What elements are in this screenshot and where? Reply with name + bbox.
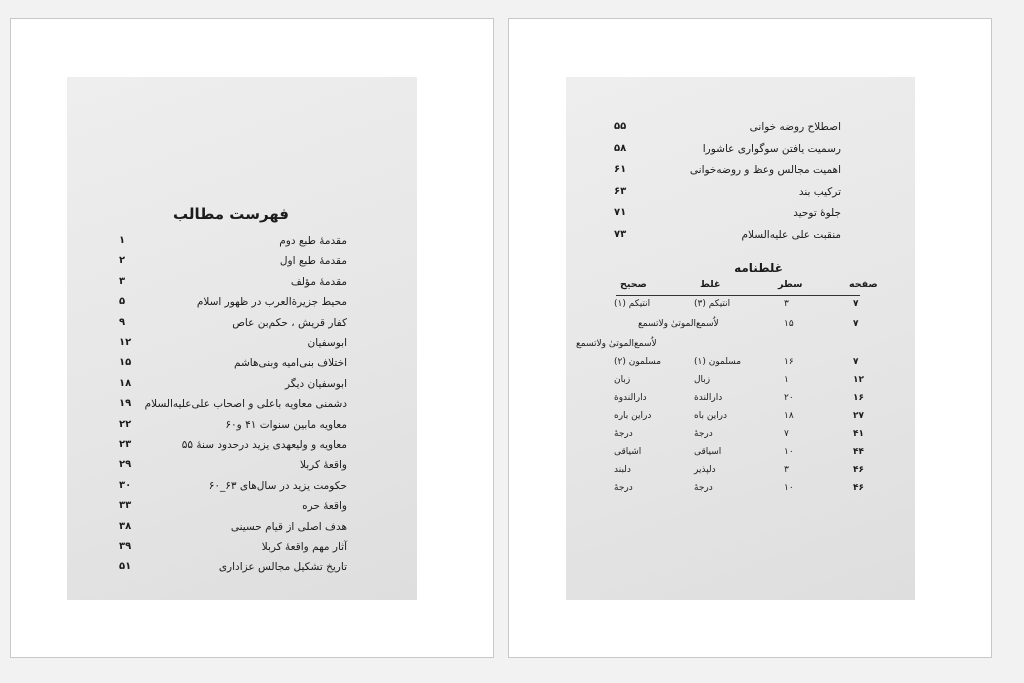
errata-header-line: سطر	[778, 279, 803, 290]
toc-entry-title: مقدمهٔ مؤلف	[290, 275, 347, 288]
toc-entry-title: واقعهٔ حره	[302, 500, 347, 513]
toc-entry-page: ۳	[119, 275, 126, 287]
errata-wrong: مسلمون (۱)	[694, 357, 742, 367]
toc-entry	[67, 296, 417, 316]
errata-page: ۷	[853, 299, 859, 309]
errata-correct: مسلمون (۲)	[614, 357, 662, 367]
toc-entry	[566, 229, 915, 249]
errata-row	[566, 299, 915, 317]
toc-title: فهرست مطالب	[173, 205, 289, 223]
toc-entry-page: ۱۲	[119, 337, 132, 348]
toc-entry-page: ۷۳	[614, 228, 627, 240]
errata-line-number: ۱۰	[784, 483, 794, 493]
errata-wide-text: لاُسمع‌الموتیٰ ولاتسمع	[638, 319, 719, 329]
toc-entry-page: ۵۵	[614, 121, 627, 132]
errata-line-number: ۱	[784, 375, 789, 385]
errata-wrong: اسیاقی	[694, 447, 722, 457]
toc-entry	[67, 480, 417, 500]
toc-entry	[67, 337, 417, 357]
toc-entry	[67, 439, 417, 459]
errata-line-number: ۳	[784, 299, 789, 309]
toc-entry-title: رسمیت یافتن سوگواری عاشورا	[702, 142, 841, 155]
errata-correct: دراین باره	[614, 411, 652, 421]
errata-wrong: درجهٔ	[694, 429, 713, 439]
errata-row	[566, 319, 915, 337]
toc-entry-title: حکومت یزید در سال‌های ۶۳_۶۰	[208, 479, 347, 492]
toc-entry	[566, 121, 915, 141]
errata-wrong: دراین باه	[694, 411, 728, 421]
toc-entry-title: ابوسفیان دیگر	[285, 377, 347, 390]
toc-entry	[67, 398, 417, 418]
errata-line-number: ۱۶	[784, 357, 794, 367]
toc-entry	[67, 561, 417, 581]
errata-correct: انتیکم (۱)	[614, 299, 651, 309]
errata-page: ۱۲	[853, 375, 864, 385]
toc-entry	[67, 235, 417, 255]
toc-entry-title: منقبت علی علیه‌السلام	[741, 228, 841, 241]
errata-wrong: زبال	[694, 375, 711, 385]
toc-entry	[566, 186, 915, 206]
errata-line-number: ۲۰	[784, 393, 794, 403]
errata-line-number: ۱۰	[784, 447, 794, 457]
toc-entry-title: اهمیت مجالس وعظ و روضه‌خوانی	[689, 164, 841, 176]
toc-entry-title: اختلاف بنی‌امیه وبنی‌هاشم	[233, 357, 347, 370]
toc-entry-title: ابوسفیان	[307, 337, 347, 349]
errata-header-page: صفحه	[849, 279, 878, 290]
toc-entry-page: ۳۸	[119, 520, 132, 532]
errata-row	[566, 393, 915, 411]
errata-wrong: دلپذیر	[694, 465, 716, 475]
errata-page: ۴۴	[853, 447, 864, 457]
toc-entry-page: ۲۲	[119, 418, 132, 430]
toc-entry-title: معاویه و ولیعهدی یزید درحدود سنهٔ ۵۵	[181, 439, 347, 451]
toc-entry	[67, 541, 417, 561]
toc-entry-page: ۶۳	[614, 185, 627, 197]
errata-page: ۱۶	[853, 393, 864, 403]
toc-entry	[67, 378, 417, 398]
toc-entry-page: ۱۹	[119, 398, 132, 410]
errata-page: ۴۱	[853, 429, 864, 439]
errata-row	[566, 429, 915, 447]
errata-page: ۷	[853, 319, 859, 329]
toc-entry-title: دشمنی معاویه باعلی و اصحاب علی‌علیه‌السلام	[144, 398, 347, 411]
right-page-scan	[566, 77, 915, 600]
errata-correct: دارالندوة	[614, 393, 647, 403]
toc-entry-title: آثار مهم واقعهٔ کربلا	[261, 541, 347, 553]
toc-entry-page: ۱۸	[119, 377, 132, 389]
toc-entry	[566, 164, 915, 184]
toc-entry	[67, 500, 417, 520]
errata-page: ۴۶	[853, 483, 864, 493]
toc-entry-page: ۹	[119, 316, 126, 328]
toc-entry-title: کفار قریش ، حکم‌بن عاص	[232, 316, 347, 329]
errata-title: غلطنامه	[734, 261, 783, 275]
errata-row	[566, 411, 915, 429]
errata-row	[566, 483, 915, 501]
errata-line-number: ۷	[784, 429, 789, 439]
errata-line-number: ۱۵	[784, 319, 794, 329]
toc-entry-title: مقدمهٔ طبع دوم	[279, 235, 347, 247]
errata-wrong: انتیکم (۳)	[694, 299, 731, 309]
errata-correct: درجهٔ	[614, 483, 633, 493]
errata-correct: زبان	[614, 375, 631, 385]
toc-entry	[67, 419, 417, 439]
toc-entry-title: محیط جزیرة‌العرب در ظهور اسلام	[196, 296, 347, 309]
toc-entry-page: ۳۹	[119, 541, 132, 552]
errata-wrong: درجهٔ	[694, 483, 713, 493]
errata-header-rule	[616, 295, 860, 296]
toc-entry-page: ۵۸	[614, 142, 627, 154]
toc-entry	[67, 521, 417, 541]
errata-row	[566, 357, 915, 375]
toc-entry	[67, 317, 417, 337]
toc-entry-page: ۱۵	[119, 357, 132, 369]
toc-entry-page: ۶۱	[614, 164, 627, 175]
errata-page: ۲۷	[853, 411, 864, 421]
toc-entry-title: مقدمهٔ طبع اول	[279, 255, 347, 268]
errata-wrong: دارالندة	[694, 393, 723, 403]
toc-entry	[67, 459, 417, 479]
toc-entry	[67, 357, 417, 377]
errata-wide-text: لاُسمع‌الموتیٰ ولاتسمع	[576, 339, 657, 349]
toc-entry-page: ۳۰	[119, 479, 132, 491]
errata-row	[566, 339, 915, 357]
errata-line-number: ۳	[784, 465, 789, 475]
toc-entry-title: معاویه مابین سنوات ۴۱ و۶۰	[225, 418, 347, 431]
toc-entry	[67, 255, 417, 275]
toc-entry-page: ۲۹	[119, 459, 132, 471]
toc-entry	[566, 143, 915, 163]
errata-page: ۴۶	[853, 465, 864, 475]
toc-entry-title: ترکیب بند	[798, 185, 841, 198]
toc-entry-page: ۲۳	[119, 439, 132, 450]
toc-entry-title: تاریخ تشکیل مجالس عزاداری	[218, 561, 347, 574]
right-document-page	[508, 18, 992, 658]
toc-entry-page: ۵	[119, 296, 126, 308]
errata-correct: دلبند	[614, 465, 631, 475]
toc-entry-page: ۳۳	[119, 500, 132, 512]
toc-entry-title: واقعهٔ کربلا	[299, 459, 347, 472]
errata-correct: درجهٔ	[614, 429, 633, 439]
errata-line-number: ۱۸	[784, 411, 794, 421]
toc-entry-title: جلوهٔ توحید	[793, 207, 841, 219]
toc-entry-page: ۱	[119, 235, 126, 246]
left-page-scan	[67, 77, 417, 600]
toc-entry	[67, 276, 417, 296]
errata-row	[566, 465, 915, 483]
toc-entry-title: اصطلاح روضه خوانی	[749, 121, 841, 133]
errata-row	[566, 447, 915, 465]
left-document-page	[10, 18, 494, 658]
errata-row	[566, 375, 915, 393]
errata-page: ۷	[853, 357, 859, 367]
toc-entry-page: ۷۱	[614, 207, 627, 218]
toc-entry-page: ۵۱	[119, 561, 132, 573]
errata-header-wrong: غلط	[700, 279, 721, 290]
toc-entry-page: ۲	[119, 255, 126, 267]
toc-entry	[566, 207, 915, 227]
errata-header-right: صحیح	[620, 279, 647, 290]
toc-entry-title: هدف اصلی از قیام حسینی	[230, 520, 347, 533]
errata-correct: اشیاقی	[614, 447, 642, 457]
